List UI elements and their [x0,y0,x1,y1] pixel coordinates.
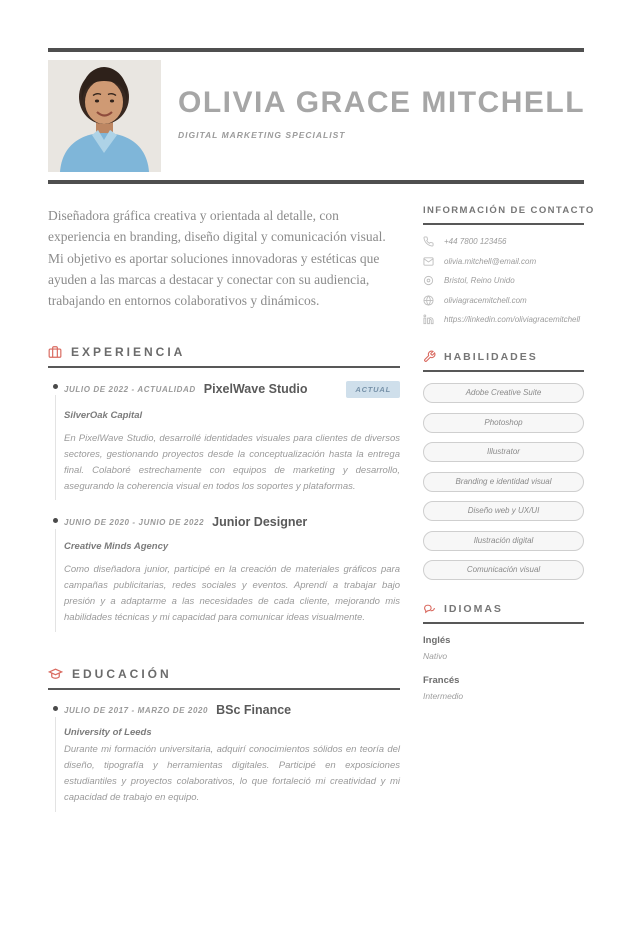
person-job-title: DIGITAL MARKETING SPECIALIST [178,130,346,140]
skill-pill: Diseño web y UX/UI [423,501,584,521]
right-column [423,205,595,846]
contact-row-linkedin [423,314,584,325]
language-item [423,675,584,701]
experience-heading-label: EXPERIENCIA [71,344,186,359]
contact-row-email [423,256,584,267]
contact-section [423,205,595,325]
contact-location: Bristol, Reino Unido [444,276,515,285]
entry-title: BSc Finance [216,703,292,718]
entry-header [64,515,400,529]
education-section [48,666,400,806]
language-icon [423,602,436,615]
experience-section [48,345,400,627]
contact-row-website [423,295,584,306]
contact-email: olivia.mitchell@email.com [444,256,537,266]
education-heading-label: EDUCACIÓN [72,666,172,681]
education-entry [48,703,400,806]
entry-description: En PixelWave Studio, desarrollé identidades visuales para clientes de diversos sectores, gestionando proyectos desde la conceptualización hasta la entrega final. Colaboré estrechamente con equipos de marketing y desarrollo, asegurando la coherencia visual en todos los soportes y plataformas. [64,432,400,492]
skills-heading-label: HABILIDADES [444,350,538,363]
languages-heading [423,602,584,624]
wrench-icon [423,350,436,363]
skill-pill: Photoshop [423,413,584,433]
timeline-line [55,395,56,501]
languages-section [423,602,584,701]
contact-row-phone [423,236,584,247]
contact-heading: INFORMACIÓN DE CONTACTO [423,205,584,225]
header-divider [48,180,584,184]
entry-description: Durante mi formación universitaria, adquirí conocimientos sólidos en teoría del diseño, tipografía y herramientas digitales. Participé en exposiciones estudiantiles y proyectos colaborativos, lo que fortaleció mi creatividad y mi capacidad de trabajo en equipo. [64,744,400,804]
contact-website: oliviagracemitchell.com [444,295,527,305]
languages-heading-label: IDIOMAS [444,602,503,615]
entry-company: Creative Minds Agency [64,541,169,553]
language-name: Inglés [423,635,451,646]
resume-page [0,48,632,846]
location-icon [423,275,434,286]
language-level: Intermedio [423,691,464,701]
timeline-line [55,529,56,632]
briefcase-icon [48,345,62,359]
entry-dates: JULIO DE 2017 - MARZO DE 2020 [64,705,209,715]
timeline-line [55,717,56,812]
timeline-dot [53,706,58,711]
profile-summary: Diseñadora gráfica creativa y orientada al detalle, con experiencia en branding, diseño digital y comunicación visual. Mi objetivo es aportar soluciones innovadoras y estéticas que ayuden a las marcas a destacar y conectar con su audiencia, trabajando en entornos colaborativos y dinámicos. [48,208,386,309]
graduation-cap-icon [48,666,63,681]
entry-school: University of Leeds [64,727,152,739]
contact-phone: +44 7800 123456 [444,237,507,246]
header-text [178,60,585,140]
language-item [423,635,584,661]
contact-row-location [423,275,584,286]
experience-entry [48,381,400,495]
entry-title: Junior Designer [212,515,308,530]
timeline-dot [53,384,58,389]
experience-entry [48,515,400,626]
skills-section [423,350,584,580]
entry-title: PixelWave Studio [203,382,308,397]
entry-dates: JULIO DE 2022 - ACTUALIDAD [64,384,196,394]
header [48,60,584,172]
contact-linkedin: https://linkedin.com/oliviagracemitchell [444,315,581,324]
timeline-dot [53,518,58,523]
entry-dates: JUNIO DE 2020 - JUNIO DE 2022 [64,517,205,527]
person-name: OLIVIA GRACE MITCHELL [178,86,586,119]
skill-pill: Illustrator [423,442,584,462]
entry-description: Como diseñadora junior, participé en la creación de materiales gráficos para campañas publicitarias, redes sociales y eventos. Aprendí a trabajar bajo presión y a adaptarme a las necesidades de cada cliente, mejorando mis habilidades técnicas y mi capacidad para comunicar ideas visualmente. [64,564,400,624]
experience-heading [48,345,400,368]
profile-photo [48,60,161,172]
linkedin-icon [423,314,434,325]
top-divider [48,48,584,52]
phone-icon [423,236,434,247]
email-icon [423,256,434,267]
entry-company: SilverOak Capital [64,409,143,421]
portrait-illustration [48,60,161,172]
skills-heading [423,350,584,372]
globe-icon [423,295,434,306]
current-badge: ACTUAL [346,381,400,398]
skill-pill: Comunicación visual [423,560,584,580]
language-name: Francés [423,675,460,686]
left-column [48,205,400,846]
entry-header [64,703,400,717]
content-columns [48,205,595,846]
entry-header [64,381,400,398]
skill-pill: Branding e identidad visual [423,472,584,492]
skill-pill: Ilustración digital [423,531,584,551]
skill-pill: Adobe Creative Suite [423,383,584,403]
language-level: Nativo [423,651,448,661]
education-heading [48,666,400,690]
